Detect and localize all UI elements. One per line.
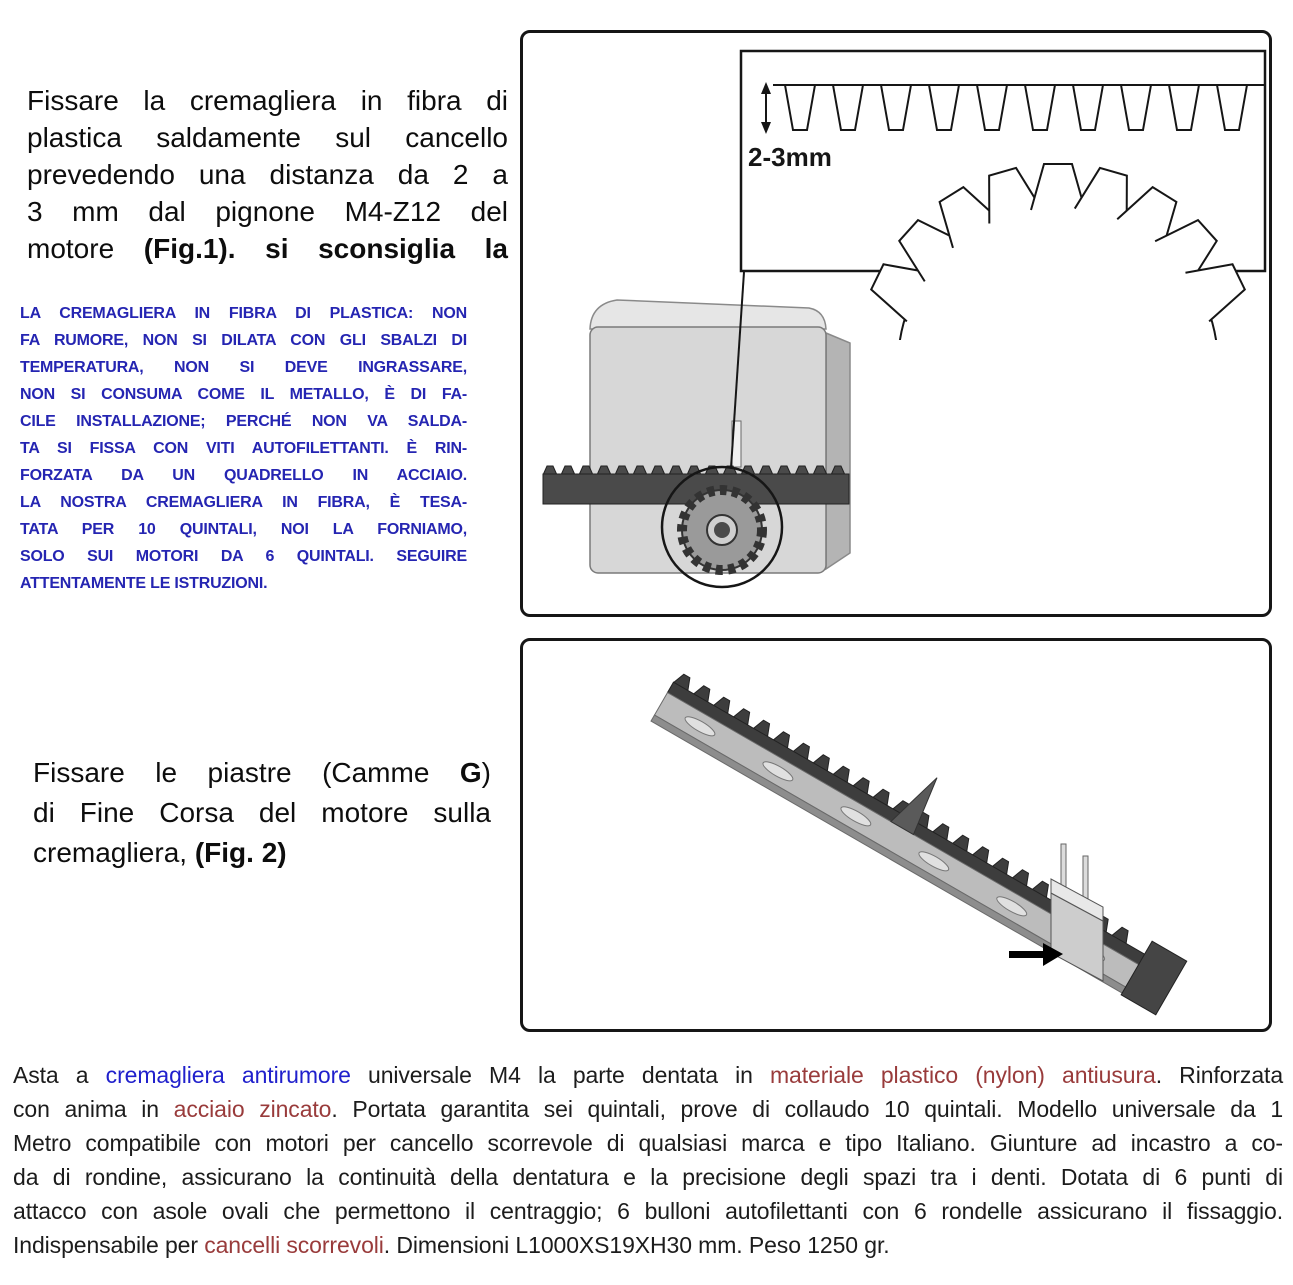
text-segment: . Dimensioni L1000XS19XH30 mm. Peso 1250 gr. bbox=[383, 1232, 890, 1258]
text-segment: NON SI CONSUMA COME IL METALLO, È DI FA- bbox=[20, 386, 467, 403]
text-segment: prevedendo una distanza da 2 a bbox=[27, 159, 508, 190]
text-segment: universale M4 la parte dentata in bbox=[350, 1062, 770, 1088]
text-segment: G bbox=[459, 757, 482, 788]
text-line bbox=[13, 1160, 1283, 1194]
plastic-rack-note bbox=[20, 300, 467, 597]
text-segment: Indispensabile per bbox=[13, 1232, 205, 1258]
text-segment: motore bbox=[27, 233, 144, 264]
text-segment: LA NOSTRA CREMAGLIERA IN FIBRA, È TESA- bbox=[20, 494, 467, 511]
text-line bbox=[20, 435, 467, 462]
text-line bbox=[13, 1194, 1283, 1228]
text-segment: cremagliera, bbox=[33, 837, 195, 868]
text-line bbox=[20, 489, 467, 516]
text-segment: FA RUMORE, NON SI DILATA CON GLI SBALZI DI bbox=[20, 332, 467, 349]
text-segment: Asta a bbox=[13, 1062, 106, 1088]
text-line bbox=[20, 354, 467, 381]
rack-3d-illustration bbox=[650, 641, 1204, 1015]
text-line bbox=[20, 462, 467, 489]
text-line bbox=[27, 193, 508, 230]
text-line bbox=[33, 753, 491, 793]
text-line bbox=[27, 156, 508, 193]
text-segment: . Rinforzata bbox=[1155, 1062, 1284, 1088]
text-segment: ) bbox=[481, 757, 491, 788]
text-segment: Fissare la cremagliera in fibra di bbox=[27, 85, 508, 116]
text-line bbox=[13, 1228, 1283, 1262]
text-segment: ATTENTAMENTE LE ISTRUZIONI. bbox=[20, 575, 268, 592]
text-segment: (Fig.1). si sconsiglia la bbox=[143, 233, 508, 264]
figure-1 bbox=[520, 30, 1272, 617]
intro-paragraph bbox=[27, 82, 508, 267]
text-line bbox=[20, 300, 467, 327]
text-line bbox=[33, 833, 491, 873]
text-segment: materiale plastico (nylon) antiusura bbox=[770, 1062, 1156, 1088]
text-segment: LA CREMAGLIERA IN FIBRA DI PLASTICA: NON bbox=[20, 305, 467, 322]
text-line bbox=[27, 119, 508, 156]
text-line bbox=[13, 1092, 1283, 1126]
text-segment: Metro compatibile con motori per cancello scorrevole di qualsiasi marca e tipo Italiano. Giunture ad incastro a co- bbox=[13, 1130, 1283, 1156]
text-line bbox=[27, 82, 508, 119]
text-segment: da di rondine, assicurano la continuità della dentatura e la precisione degli spazi tra i denti. Dotata di 6 punti di bbox=[13, 1164, 1283, 1190]
text-line bbox=[27, 230, 508, 267]
text-segment: plastica saldamente sul cancello bbox=[27, 122, 508, 153]
text-line bbox=[20, 408, 467, 435]
text-line bbox=[20, 570, 467, 597]
text-segment: cremagliera antirumore bbox=[105, 1062, 351, 1088]
text-segment: CILE INSTALLAZIONE; PERCHÉ NON VA SALDA- bbox=[20, 413, 467, 430]
text-segment: . Portata garantita sei quintali, prove di collaudo 10 quintali. Modello universale da 1 bbox=[331, 1096, 1284, 1122]
text-segment: cancelli scorrevoli bbox=[204, 1232, 384, 1258]
text-line bbox=[13, 1058, 1283, 1092]
text-segment: con anima in bbox=[13, 1096, 174, 1122]
limit-switch-bracket bbox=[1051, 844, 1103, 981]
text-segment: 3 mm dal pignone M4-Z12 del bbox=[27, 196, 508, 227]
text-line bbox=[20, 381, 467, 408]
text-segment: Fissare le piastre (Camme bbox=[33, 757, 460, 788]
text-line bbox=[13, 1126, 1283, 1160]
figure-1-drawing bbox=[523, 33, 1269, 614]
text-segment: TEMPERATURA, NON SI DEVE INGRASSARE, bbox=[20, 359, 467, 376]
text-segment: SOLO SUI MOTORI DA 6 QUINTALI. SEGUIRE bbox=[20, 548, 467, 565]
text-segment: acciaio zincato bbox=[173, 1096, 332, 1122]
text-line bbox=[33, 793, 491, 833]
text-line bbox=[20, 543, 467, 570]
dimension-label: 2-3mm bbox=[748, 142, 832, 172]
text-segment: TA SI FISSA CON VITI AUTOFILETTANTI. È RIN- bbox=[20, 440, 467, 457]
text-line bbox=[20, 516, 467, 543]
figure-2-drawing bbox=[523, 641, 1269, 1029]
text-segment: di Fine Corsa del motore sulla bbox=[33, 797, 491, 828]
figure-2 bbox=[520, 638, 1272, 1032]
product-description bbox=[13, 1058, 1283, 1262]
pinion-gear bbox=[682, 490, 762, 570]
text-line bbox=[20, 327, 467, 354]
fig2-caption bbox=[33, 753, 491, 873]
text-segment: TATA PER 10 QUINTALI, NOI LA FORNIAMO, bbox=[20, 521, 467, 538]
text-segment: FORZATA DA UN QUADRELLO IN ACCIAIO. bbox=[20, 467, 467, 484]
dovetail-fin bbox=[891, 769, 944, 835]
text-segment: attacco con asole ovali che permettono il centraggio; 6 bulloni autofilettanti con 6 rondelle assicurano il fissaggio. bbox=[13, 1198, 1283, 1224]
text-segment: (Fig. 2) bbox=[194, 837, 287, 868]
